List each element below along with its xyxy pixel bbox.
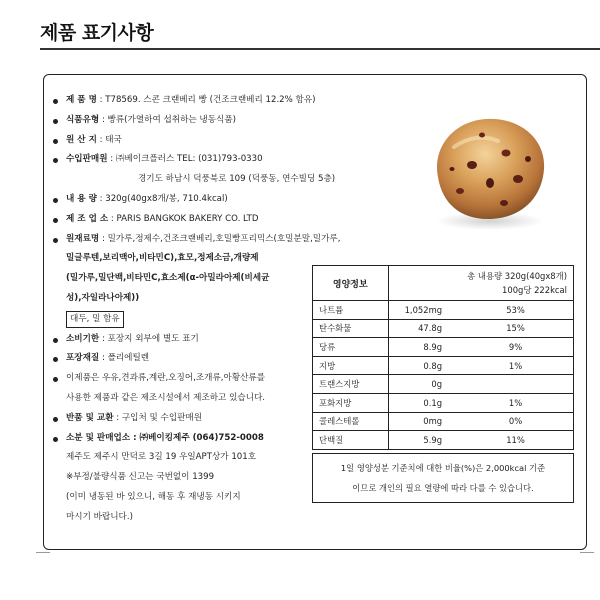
maker-value: : PARIS BANGKOK BAKERY CO. LTD [110,213,259,224]
nutrient-name: 포화지방 [313,393,389,412]
food-type-label: 식품유형 [66,114,100,125]
info-seller-address [52,448,352,468]
nutrition-header-row [313,266,574,301]
info-ingredients-line-3 [52,269,352,289]
page-title: 제품 표기사항 [40,22,154,44]
nutrition-total-volume: 총 내용량 320g(40gx8개) [467,271,567,281]
info-maker [52,210,352,230]
info-food-type [52,111,352,131]
volume-value: : 320g(40gx8개/봉, 710.4kcal) [99,193,228,204]
nutrient-percent: 11% [458,431,573,450]
nutrition-header-info [388,266,573,301]
nutrient-name: 콜레스테롤 [313,412,389,431]
info-allergen [52,309,352,330]
nutrient-name: 탄수화물 [313,319,389,338]
packaging-label: 포장재질 [66,353,100,364]
nutrient-percent: 53% [458,301,573,320]
info-importer-address [52,170,352,190]
importer-label: 수입판매원 [66,154,108,165]
facility-line-2: 사용한 제품과 같은 제조시설에서 제조하고 있습니다. [66,392,266,403]
nutrition-row [313,338,574,357]
ingredients-line-3: (밀가루,밀단백,비타민C,효소제(α-아밀라아제(비세균 [66,273,270,284]
nutrition-footnote [312,453,574,503]
nutrition-row [313,375,574,394]
nutrient-amount: 0.1g [388,393,458,412]
nutrient-amount: 0g [388,375,458,394]
info-packaging [52,349,352,369]
expiry-value: : 포장지 외부에 별도 표기 [101,333,199,344]
nutrient-percent: 1% [458,393,573,412]
nutrient-amount: 47.8g [388,319,458,338]
nutrient-percent: 9% [458,338,573,357]
nutrient-amount: 0mg [388,412,458,431]
nutrition-table [312,265,574,450]
notice-line-2: 마시기 바랍니다.) [66,511,133,522]
info-ingredients-line-4 [52,289,352,309]
nutrient-percent: 0% [458,412,573,431]
nutrient-name: 지방 [313,356,389,375]
importer-value: : ㈜베이크플러스 TEL: (031)793-0330 [110,154,263,165]
ingredients-label: 원재료명 [66,233,100,244]
info-ingredients-line-2 [52,249,352,269]
seller-value: : ㈜베이킹제주 (064)752-0008 [133,432,264,443]
info-facility-line-2 [52,389,352,409]
footnote-line-1: 1일 영양성분 기준치에 대한 비율(%)은 2,000kcal 기준 [340,463,546,473]
info-return [52,409,352,429]
info-origin [52,131,352,151]
notice-line-1: (이미 냉동된 바 있으니, 해동 후 재냉동 시키지 [66,491,241,502]
info-importer [52,150,352,170]
seller-address: 제주도 제주시 만덕로 3길 19 우일APT상가 101호 [66,452,257,463]
nutrition-header-label: 영양정보 [313,266,389,301]
label-panel [43,74,587,550]
packaging-value: : 폴리에틸렌 [101,353,150,364]
volume-label: 내 용 량 [66,193,97,204]
nutrition-row [313,301,574,320]
origin-value: : 태국 [99,134,122,145]
nutrient-amount: 1,052mg [388,301,458,320]
panel-corner-mark-right [580,552,594,553]
product-name-label: 제 품 명 [66,95,97,105]
nutrition-per-100g: 100g당 222kcal [502,285,567,295]
allergen-box: 대두, 밀 함유 [66,311,124,328]
nutrient-percent: 1% [458,356,573,375]
title-divider [40,48,600,50]
nutrition-row [313,431,574,450]
nutrient-name: 트랜스지방 [313,375,389,394]
info-facility [52,369,352,389]
nutrition-row [313,393,574,412]
return-value: : 구입처 및 수입판매원 [116,412,203,423]
facility-line-1: 이제품은 우유,견과류,계란,오징어,조개류,아황산류를 [66,373,266,384]
importer-address: 경기도 하남시 덕풍북로 109 (덕풍동, 연수빌딩 5층) [138,174,336,185]
maker-label: 제 조 업 소 [66,213,109,224]
info-seller [52,429,352,449]
nutrient-amount: 0.8g [388,356,458,375]
report-line: ※부정/불량식품 신고는 국번없이 1399 [66,472,215,483]
info-notice-1 [52,488,352,508]
footnote-line-2: 이므로 개인의 필요 열량에 따라 다를 수 있습니다. [352,483,534,493]
food-type-value: : 빵류(가열하여 섭취하는 냉동식품) [101,114,236,125]
nutrient-percent: 15% [458,319,573,338]
nutrient-percent [458,375,573,394]
info-notice-2 [52,508,352,528]
info-report [52,468,352,488]
seller-label: 소분 및 판매업소 [66,432,131,443]
ingredients-line-1: : 밀가루,정제수,건조크랜베리,호밀빵프리믹스(호밀분말,밀가루, [101,233,341,244]
nutrition-row [313,356,574,375]
nutrient-amount: 8.9g [388,338,458,357]
info-product-name [52,91,352,111]
origin-label: 원 산 지 [66,134,97,145]
product-info-list [52,91,352,528]
ingredients-line-2: 밀글루텐,보리맥아,비타민C),효모,정제소금,개량제 [66,253,259,264]
nutrient-name: 단백질 [313,431,389,450]
info-volume [52,190,352,210]
cranberry-scone-photo [424,107,554,233]
ingredients-line-4: 성),자일라나아제)) [66,292,140,303]
nutrition-row [313,412,574,431]
info-ingredients [52,230,352,250]
panel-corner-mark-left [36,552,50,553]
nutrient-amount: 5.9g [388,431,458,450]
nutrient-name: 당류 [313,338,389,357]
product-name-value: : T78569. 스콘 크랜베리 빵 (건조크랜베리 12.2% 함유) [99,95,316,105]
nutrient-name: 나트륨 [313,301,389,320]
return-label: 반품 및 교환 [66,412,114,423]
expiry-label: 소비기한 [66,333,100,344]
info-expiry [52,330,352,350]
nutrition-row [313,319,574,338]
